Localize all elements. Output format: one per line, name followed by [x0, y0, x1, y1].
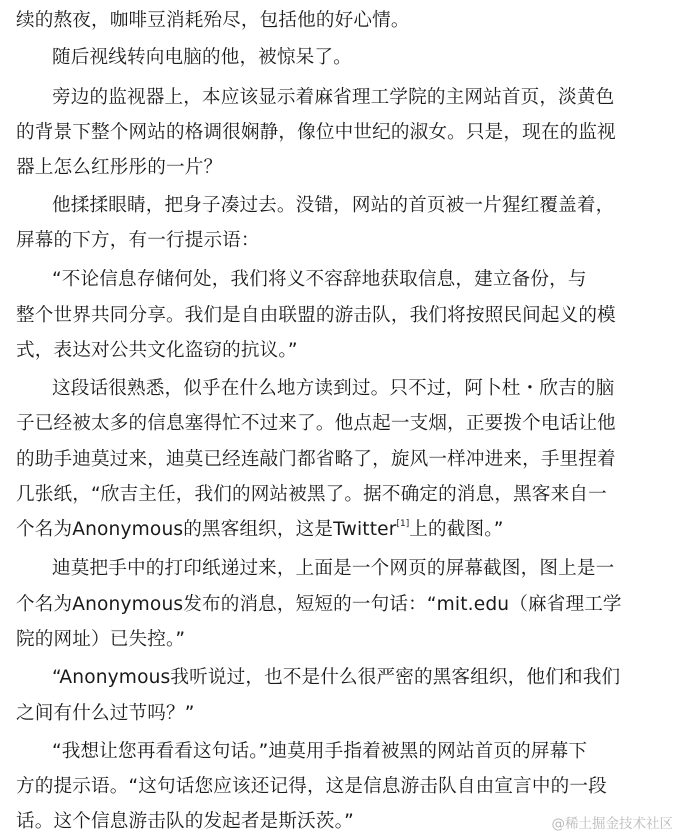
- paragraph-6-line-4: 几张纸，“欣吉主任，我们的网站被黑了。据不确定的消息，黑客来自一: [16, 484, 607, 505]
- paragraph-3-line-3: 器上怎么红彤彤的一片？: [16, 157, 223, 178]
- paragraph-6-line-3: 的助手迪莫过来，迪莫已经连敲门都省略了，旋风一样冲进来，手里捏着: [16, 449, 616, 470]
- paragraph-5-line-2: 整个世界共同分享。我们是自由联盟的游击队，我们将按照民间起义的模: [16, 305, 616, 326]
- paragraph-4-line-2: 屏幕的下方，有一行提示语：: [16, 230, 260, 251]
- line-text-after-footnote: 上的截图。”: [409, 519, 504, 540]
- paragraph-9-line-3: 话。这个信息游击队的发起者是斯沃茨。”: [16, 811, 354, 832]
- paragraph-3-line-1: 旁边的监视器上，本应该显示着麻省理工学院的主网站首页，淡黄色: [52, 87, 615, 108]
- paragraph-6-line-1: 这段话很熟悉，似乎在什么地方读到过。只不过，阿卜杜・欣吉的脑: [52, 378, 615, 399]
- paragraph-5-line-1: “不论信息存储何处，我们将义不容辞地获取信息，建立备份，与: [52, 269, 587, 290]
- watermark-text: @稀土掘金技术社区: [551, 816, 673, 832]
- paragraph-6-line-5: [16, 515, 503, 545]
- paragraph-4-line-1: 他揉揉眼睛，把身子凑过去。没错，网站的首页被一片猩红覆盖着，: [52, 195, 615, 216]
- paragraph-7-line-1: 迪莫把手中的打印纸递过来，上面是一个网页的屏幕截图，图上是一: [52, 558, 615, 579]
- footnote-marker[interactable]: [1]: [396, 519, 410, 529]
- paragraph-7-line-3: 院的网址）已失控。”: [16, 629, 186, 650]
- paragraph-8-line-2: 之间有什么过节吗？”: [16, 703, 195, 724]
- paragraph-8-line-1: “Anonymous我听说过，也不是什么很严密的黑客组织，他们和我们: [52, 667, 621, 688]
- paragraph-3-line-2: 的背景下整个网站的格调很娴静，像位中世纪的淑女。只是，现在的监视: [16, 122, 616, 143]
- paragraph-9-line-2: 方的提示语。“这句话您应该还记得，这是信息游击队自由宣言中的一段: [16, 776, 607, 797]
- paragraph-5-line-3: 式，表达对公共文化盗窃的抗议。”: [16, 340, 298, 361]
- line-text-before-footnote: 个名为Anonymous的黑客组织，这是Twitter: [16, 519, 397, 540]
- paragraph-1-line-1: 续的熬夜，咖啡豆消耗殆尽，包括他的好心情。: [16, 10, 410, 31]
- paragraph-7-line-2: 个名为Anonymous发布的消息，短短的一句话：“mit.edu（麻省理工学: [16, 594, 622, 615]
- paragraph-9-line-1: “我想让您再看看这句话。”迪莫用手指着被黑的网站首页的屏幕下: [52, 741, 588, 762]
- paragraph-2-line-1: 随后视线转向电脑的他，被惊呆了。: [52, 47, 352, 68]
- paragraph-6-line-2: 子已经被太多的信息塞得忙不过来了。他点起一支烟，正要拨个电话让他: [16, 413, 616, 434]
